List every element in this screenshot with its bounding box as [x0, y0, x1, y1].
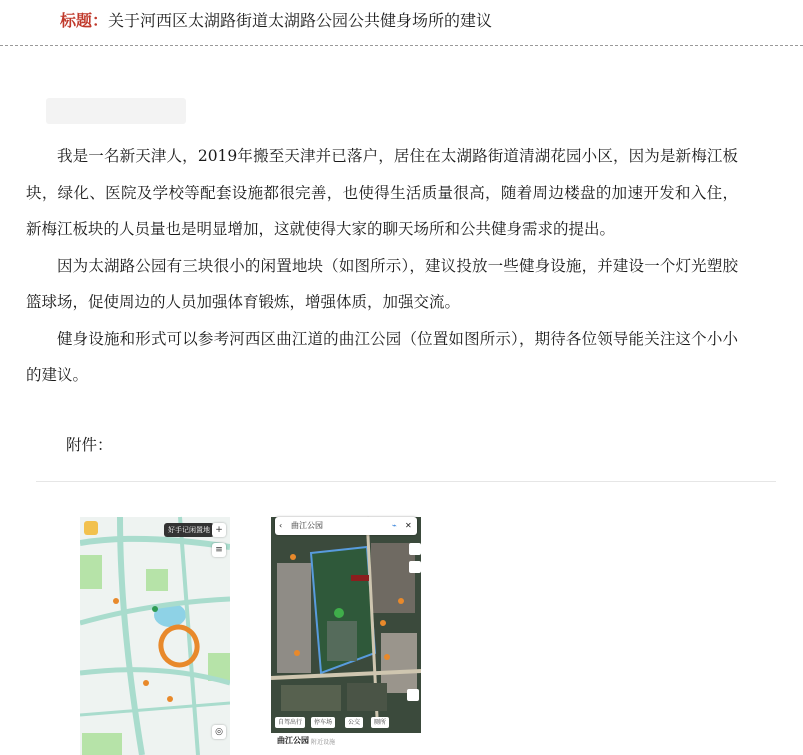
attachments-label: 附件： [66, 436, 113, 454]
document-title [60, 8, 492, 34]
voice-icon[interactable]: ⌁ [392, 521, 397, 530]
chip-transit[interactable]: 公交 [345, 717, 363, 728]
chip-toilet[interactable]: 厕所 [371, 717, 389, 728]
chip-parking[interactable]: 停车场 [311, 717, 335, 728]
close-icon[interactable]: ✕ [405, 521, 412, 530]
map-badge[interactable]: 好手记闲置地 [164, 523, 214, 537]
map-screenshot[interactable] [80, 503, 230, 755]
place-card[interactable] [271, 733, 421, 755]
place-subtitle: 附近设施 [311, 739, 336, 746]
park-search-bar[interactable] [275, 517, 417, 535]
body-paragraph: 健身设施和形式可以参考河西区曲江道的曲江公园（位置如图所示），期待各位领导能关注这个小小的建议。 [26, 329, 738, 384]
document-body [26, 138, 738, 394]
zoom-in-button[interactable]: + [212, 523, 226, 537]
body-paragraph: 因为太湖路公园有三块很小的闲置地块（如图所示），建议投放一些健身设施，并建设一个灯光塑胶篮球场，促使周边的人员加强体育锻炼，增强体质，加强交流。 [26, 256, 738, 311]
body-paragraph: 我是一名新天津人，2019年搬至天津并已落户，居住在太湖路街道清湖花园小区，因为是新梅江板块，绿化、医院及学校等配套设施都很完善，也使得生活质量很高，随着周边楼盘的加速开发和入住，新梅江板块的人员量也是明显增加，这就使得大家的聊天场所和公共健身需求的提出。 [26, 147, 738, 238]
locate-icon[interactable]: ◎ [212, 725, 226, 739]
category-chips [275, 717, 421, 729]
search-query[interactable]: 曲江公园 [291, 521, 323, 530]
park-screenshot[interactable] [271, 503, 421, 755]
chip-drive[interactable]: 自驾出行 [275, 717, 305, 728]
attachments-divider [36, 481, 776, 482]
back-icon[interactable]: ‹ [279, 521, 283, 530]
layers-icon[interactable]: ≡ [212, 543, 226, 557]
map-illustration [80, 503, 230, 755]
redacted-strip [46, 98, 186, 124]
title-divider [0, 45, 803, 46]
title-text: 关于河西区太湖路街道太湖路公园公共健身场所的建议 [108, 11, 493, 30]
place-title: 曲江公园 [277, 736, 309, 745]
title-label: 标题： [60, 11, 109, 30]
